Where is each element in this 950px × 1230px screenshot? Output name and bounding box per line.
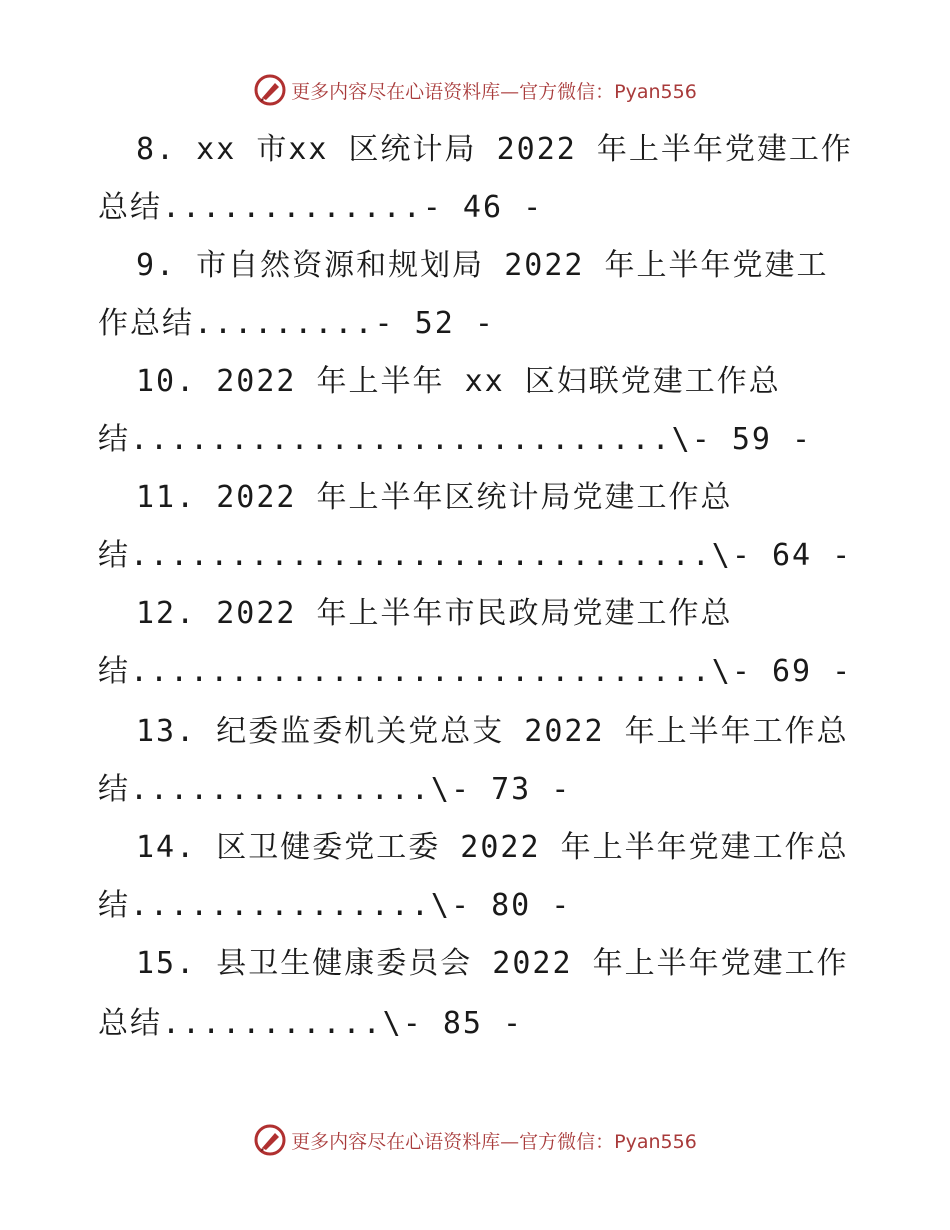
toc-entry-page[interactable]: 作总结.........- 52 -: [98, 306, 495, 341]
footer-banner: [0, 1120, 950, 1160]
toc-entry-title[interactable]: 9. 市自然资源和规划局 2022 年上半年党建工: [136, 248, 829, 283]
pen-logo-icon: [253, 73, 287, 107]
banner-dash: —: [500, 1130, 520, 1153]
banner-wechat: 官方微信：Pyan556: [519, 80, 697, 103]
toc-entry-page[interactable]: 总结.............- 46 -: [98, 190, 544, 225]
toc-entry-title[interactable]: 15. 县卫生健康委员会 2022 年上半年党建工作: [136, 946, 849, 981]
toc-entry-title[interactable]: 10. 2022 年上半年 xx 区妇联党建工作总: [136, 364, 781, 399]
header-banner: [0, 70, 950, 110]
toc-entry-title[interactable]: 13. 纪委监委机关党总支 2022 年上半年工作总: [136, 714, 849, 749]
toc-entry-page[interactable]: 结.............................\- 64 -: [98, 538, 853, 573]
toc-entry-page[interactable]: 总结...........\- 85 -: [98, 1006, 524, 1041]
toc-entry-page[interactable]: 结...............\- 73 -: [98, 772, 572, 807]
banner-wechat: 官方微信：Pyan556: [519, 1130, 697, 1153]
toc-entry-page[interactable]: 结.............................\- 69 -: [98, 654, 853, 689]
banner-text: 更多内容尽在心语资料库: [291, 80, 501, 103]
toc-entry-title[interactable]: 11. 2022 年上半年区统计局党建工作总: [136, 480, 733, 515]
banner-dash: —: [500, 80, 520, 103]
toc-entry-title[interactable]: 14. 区卫健委党工委 2022 年上半年党建工作总: [136, 830, 849, 865]
toc-entry-page[interactable]: 结...............\- 80 -: [98, 888, 572, 923]
toc-entry-title[interactable]: 8. xx 市xx 区统计局 2022 年上半年党建工作: [136, 132, 853, 167]
toc-entry-page[interactable]: 结...........................\- 59 -: [98, 422, 813, 457]
banner-text: 更多内容尽在心语资料库: [291, 1130, 501, 1153]
toc-entry-title[interactable]: 12. 2022 年上半年市民政局党建工作总: [136, 596, 733, 631]
pen-logo-icon: [253, 1123, 287, 1157]
